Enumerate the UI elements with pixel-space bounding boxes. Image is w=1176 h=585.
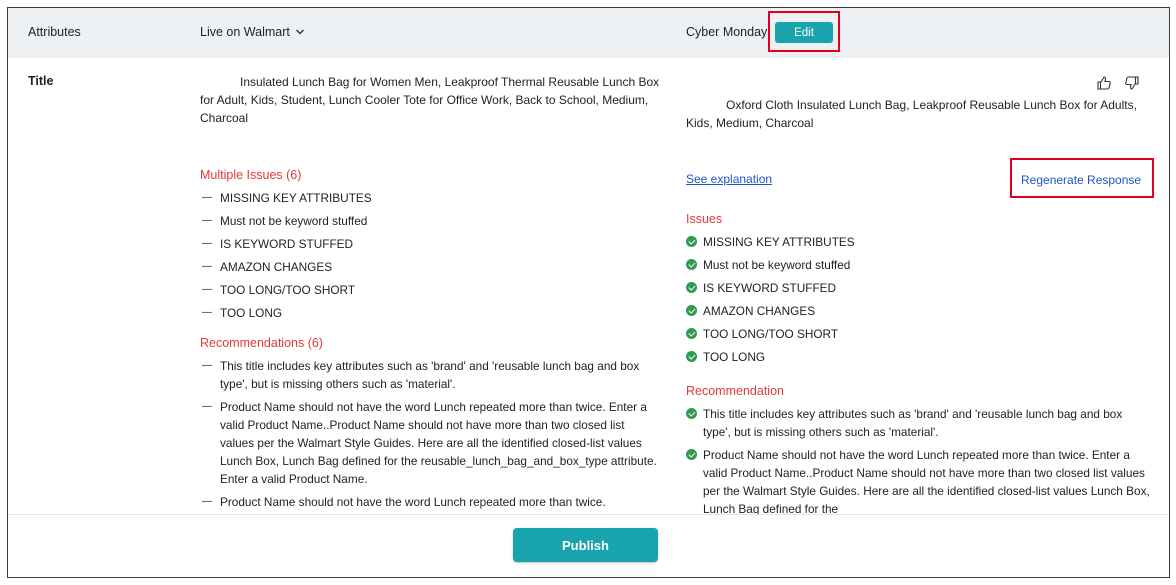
title-row	[8, 58, 1169, 514]
live-issue-item: — AMAZON CHANGES	[200, 258, 660, 276]
cyber-issue-item: TOO LONG/TOO SHORT	[686, 325, 1152, 343]
live-recommendation-item: — Product Name should not have the word Lunch repeated more than twice. Enter a valid Product Name..Product Name should not have more than two closed list values per the Walmart Style Guides. Here are all the identified closed-list values Lunch Box, Lunch Bag defined for the reusable_lunch_bag_and_box_type attribute. Enter a valid Product Name.	[200, 398, 660, 488]
see-explanation-link[interactable]: See explanation	[686, 172, 773, 186]
live-issue-item: — MISSING KEY ATTRIBUTES	[200, 189, 660, 207]
multiple-issues-heading: Multiple Issues (6)	[200, 168, 302, 182]
live-issue-item: — TOO LONG	[200, 304, 660, 322]
regenerate-highlight-box	[1010, 158, 1154, 198]
recommendations-heading: Recommendations (6)	[200, 336, 323, 350]
live-column	[200, 73, 660, 511]
chevron-down-icon	[295, 27, 305, 37]
check-circle-icon	[686, 408, 697, 419]
cyber-monday-column-header: Cyber Monday	[686, 25, 768, 39]
cyber-recommendations-list	[686, 405, 1152, 514]
regenerate-response-link[interactable]: Regenerate Response	[1021, 173, 1142, 187]
table-header	[8, 8, 1169, 58]
cyber-issues-list	[686, 233, 1152, 366]
cyber-monday-column	[686, 73, 1152, 132]
comparison-panel	[7, 7, 1170, 578]
check-circle-icon	[686, 449, 697, 460]
cyber-recommendation-item: Product Name should not have the word Lunch repeated more than twice. Enter a valid Product Name..Product Name should not have more than two closed list values per the Walmart Style Guides. Here are all the identified closed-list values Lunch Box, Lunch Bag defined for the	[686, 446, 1152, 514]
issues-heading: Issues	[686, 212, 723, 226]
live-recommendations-list	[200, 357, 660, 511]
live-issues-list	[200, 189, 660, 322]
cyber-issue-item: AMAZON CHANGES	[686, 302, 1152, 320]
check-circle-icon	[686, 351, 697, 362]
cyber-issue-item: IS KEYWORD STUFFED	[686, 279, 1152, 297]
cyber-issue-item: TOO LONG	[686, 348, 1152, 366]
cyber-product-title: Oxford Cloth Insulated Lunch Bag, Leakproof Reusable Lunch Box for Adults, Kids, Medium, Charcoal	[686, 98, 1137, 130]
footer-bar	[8, 514, 1169, 578]
live-issue-item: — Must not be keyword stuffed	[200, 212, 660, 230]
publish-button[interactable]: Publish	[513, 528, 658, 562]
check-circle-icon	[686, 236, 697, 247]
check-circle-icon	[686, 328, 697, 339]
recommendation-heading: Recommendation	[686, 384, 784, 398]
check-circle-icon	[686, 305, 697, 316]
live-product-title: Insulated Lunch Bag for Women Men, Leakproof Thermal Reusable Lunch Box for Adult, Kids, Student, Lunch Cooler Tote for Office Work, Back to School, Medium, Charcoal	[200, 75, 660, 125]
live-recommendation-item: — Product Name should not have the word Lunch repeated more than twice.	[200, 493, 660, 511]
cyber-issue-item: Must not be keyword stuffed	[686, 256, 1152, 274]
row-label-title: Title	[28, 74, 54, 88]
cyber-issues-section	[686, 212, 1152, 514]
live-on-walmart-label: Live on Walmart	[200, 25, 290, 39]
live-recommendation-item: — This title includes key attributes such as 'brand' and 'reusable lunch bag and box type', but is missing others such as 'material'.	[200, 357, 660, 393]
check-circle-icon	[686, 282, 697, 293]
edit-highlight-box	[768, 11, 840, 52]
live-issue-item: — TOO LONG/TOO SHORT	[200, 281, 660, 299]
cyber-issue-item: MISSING KEY ATTRIBUTES	[686, 233, 1152, 251]
edit-button[interactable]: Edit	[775, 22, 833, 43]
cyber-recommendation-item: This title includes key attributes such as 'brand' and 'reusable lunch bag and box type', but is missing others such as 'material'.	[686, 405, 1152, 441]
attributes-column-header: Attributes	[28, 25, 81, 39]
live-issue-item: — IS KEYWORD STUFFED	[200, 235, 660, 253]
check-circle-icon	[686, 259, 697, 270]
live-on-walmart-dropdown[interactable]	[200, 25, 305, 39]
